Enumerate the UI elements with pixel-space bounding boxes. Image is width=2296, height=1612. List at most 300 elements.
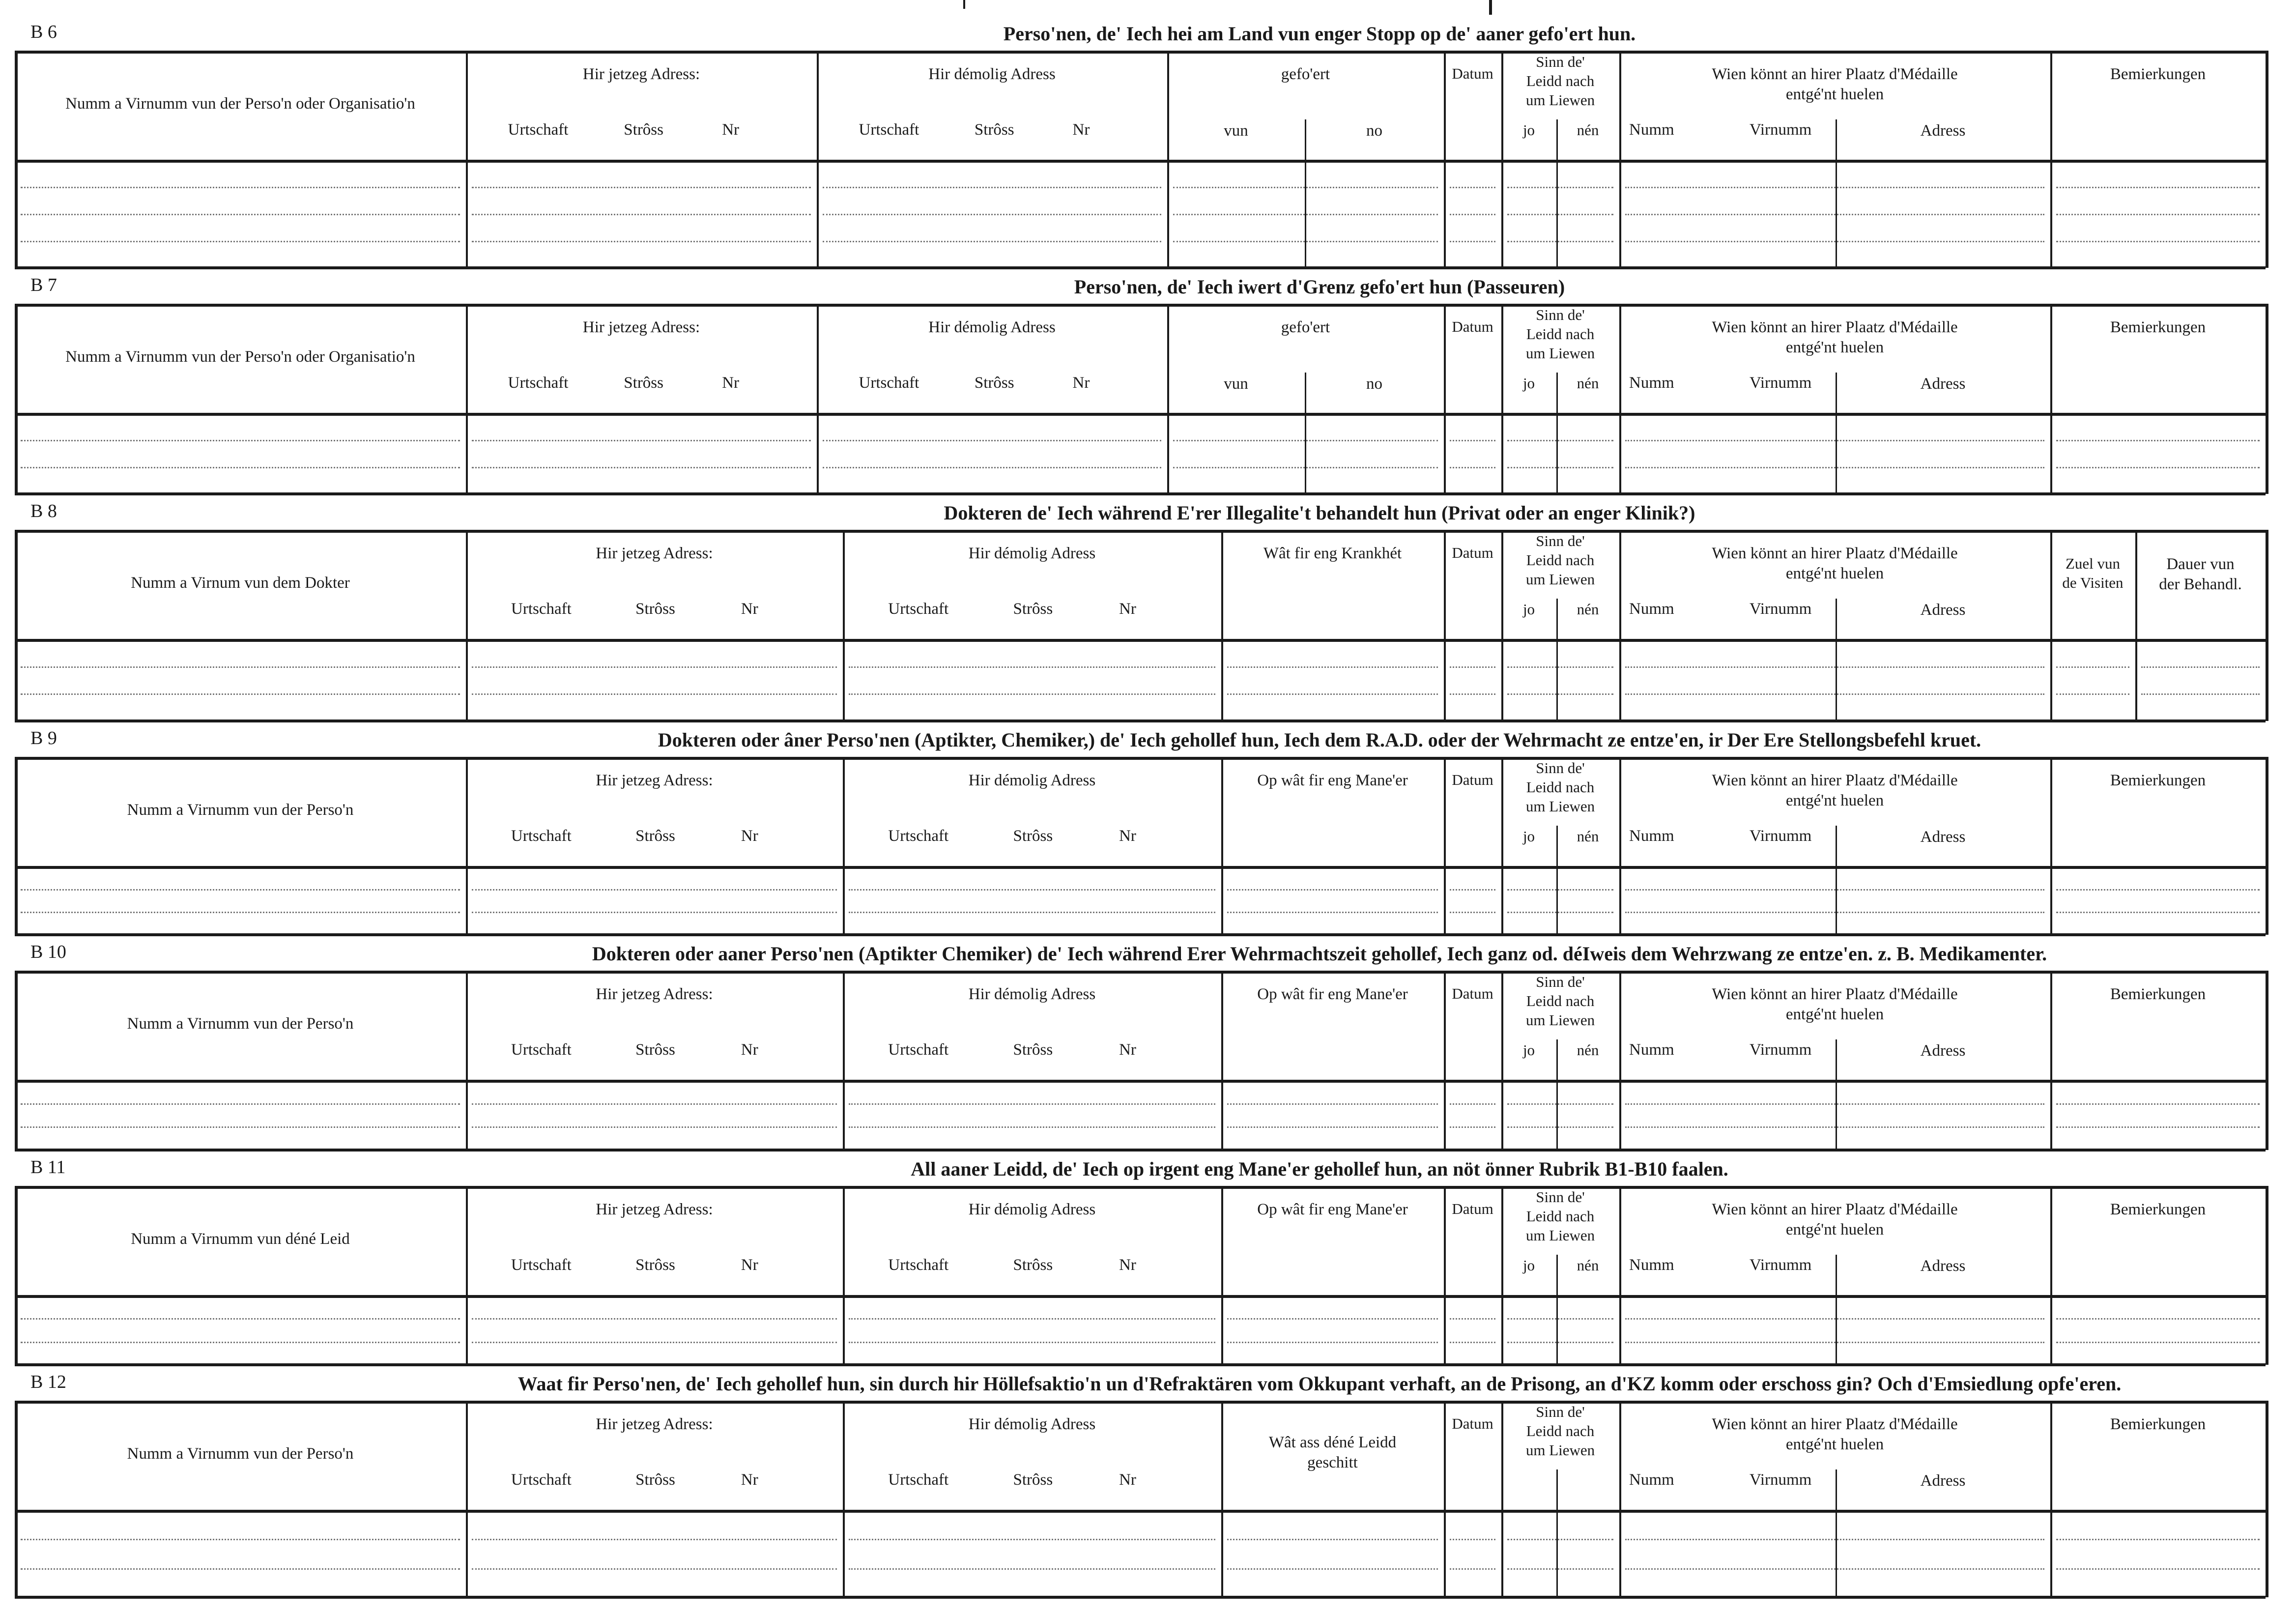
column-line: [15, 971, 18, 1150]
fill-in-line[interactable]: [21, 1126, 460, 1128]
fill-in-line[interactable]: [2056, 1318, 2260, 1320]
column-header-rule: [15, 1295, 2266, 1298]
fill-in-line[interactable]: [1227, 1318, 1438, 1320]
section-title-7: Perso'nen, de' Iech iwert d'Grenz gefo'ert hun (Passeuren): [1074, 276, 1565, 298]
fill-in-line[interactable]: [1507, 912, 1613, 913]
column-line: [15, 530, 18, 721]
section-label-8: B 8: [30, 501, 57, 521]
section-label-12: B 12: [30, 1372, 66, 1392]
fill-in-line[interactable]: [1227, 1126, 1438, 1128]
fill-in-line[interactable]: [1625, 693, 2044, 695]
fill-in-line[interactable]: [472, 1126, 837, 1128]
column-remarks: Bemierkungen: [2110, 1415, 2206, 1433]
sub-no: nén: [1577, 374, 1599, 392]
fill-in-line[interactable]: [2056, 187, 2260, 188]
fill-in-line[interactable]: [472, 1539, 837, 1540]
sub-place: Urtschaft: [888, 600, 949, 618]
fill-in-line[interactable]: [2056, 912, 2260, 913]
fill-in-line[interactable]: [2141, 693, 2260, 695]
fill-in-line[interactable]: [1625, 1342, 2044, 1343]
fill-in-line[interactable]: [21, 467, 460, 468]
fill-in-line[interactable]: [823, 440, 1161, 441]
column-current-address: Hir jetzeg Adress:: [582, 318, 700, 336]
column-header-rule: [15, 1080, 2266, 1083]
fill-in-line[interactable]: [2056, 1342, 2260, 1343]
fill-in-line[interactable]: [849, 1103, 1215, 1105]
column-alive: Sinn de' Leidd nach um Liewen: [1525, 973, 1595, 1029]
column-manner: Op wât fir eng Mane'er: [1257, 985, 1408, 1003]
column-header-rule: [15, 639, 2266, 642]
sub-number: Nr: [1119, 600, 1136, 618]
sub-no: nén: [1577, 121, 1599, 139]
top-tick: [963, 0, 965, 9]
fill-in-line[interactable]: [472, 1342, 837, 1343]
section-bottom-rule: [15, 1363, 2266, 1366]
column-what-happened: Wât ass déné Leidd geschitt: [1268, 1434, 1397, 1472]
column-alive: Sinn de' Leidd nach um Liewen: [1525, 306, 1595, 362]
sub-street: Strôss: [635, 1041, 675, 1059]
fill-in-line[interactable]: [2056, 666, 2129, 668]
fill-in-line[interactable]: [472, 693, 837, 695]
fill-in-line[interactable]: [1625, 1539, 2044, 1540]
fill-in-line[interactable]: [2056, 241, 2260, 242]
fill-in-line[interactable]: [849, 889, 1215, 891]
sub-number: Nr: [741, 1041, 758, 1059]
section-title-12: Waat fir Perso'nen, de' Iech gehollef hun, sin durch hir Höllefsaktio'n un d'Refraktären vom Okkupant verhaft, an de Prisong, an d'KZ komm oder erschoss gin? Och d'Emsiedlung opfe'eren.: [517, 1373, 2122, 1395]
section-title-11: All aaner Leidd, de' Iech op irgent eng Mane'er gehollef hun, an nöt önner Rubrik B1-B10 faalen.: [911, 1158, 1728, 1180]
column-duration: Dauer vun der Behandl.: [2159, 555, 2242, 594]
column-alive: Sinn de' Leidd nach um Liewen: [1525, 759, 1595, 815]
fill-in-line[interactable]: [21, 693, 460, 695]
fill-in-line[interactable]: [472, 666, 837, 668]
column-header-rule: [15, 413, 2266, 416]
fill-in-line[interactable]: [2056, 1126, 2260, 1128]
fill-in-line[interactable]: [2141, 666, 2260, 668]
fill-in-line[interactable]: [1450, 467, 1495, 468]
fill-in-line[interactable]: [1507, 1318, 1613, 1320]
fill-in-line[interactable]: [1227, 1342, 1438, 1343]
column-manner: Op wât fir eng Mane'er: [1257, 1201, 1408, 1218]
sub-address: Adress: [1920, 601, 1966, 619]
sub-firstname: Virnumm: [1750, 1471, 1812, 1489]
sub-street: Strôss: [1013, 827, 1053, 845]
sub-place: Urtschaft: [888, 1471, 949, 1489]
column-line: [15, 1401, 18, 1597]
fill-in-line[interactable]: [21, 1568, 460, 1570]
column-line: [15, 1186, 18, 1365]
sub-number: Nr: [722, 374, 740, 392]
fill-in-line[interactable]: [21, 1342, 460, 1343]
fill-in-line[interactable]: [1227, 1539, 1438, 1540]
fill-in-line[interactable]: [1227, 666, 1438, 668]
column-current-address: Hir jetzeg Adress:: [596, 985, 713, 1003]
column-alive: Sinn de' Leidd nach um Liewen: [1525, 1188, 1595, 1244]
column-current-address: Hir jetzeg Adress:: [582, 65, 700, 83]
fill-in-line[interactable]: [21, 440, 460, 441]
column-date: Datum: [1452, 544, 1493, 561]
column-line: [2266, 1186, 2268, 1365]
sub-no: nén: [1577, 1257, 1599, 1274]
section-header-rule: [15, 530, 2266, 533]
sub-yes: jo: [1522, 121, 1535, 139]
fill-in-line[interactable]: [2056, 889, 2260, 891]
fill-in-line[interactable]: [472, 467, 811, 468]
sub-street: Strôss: [1013, 600, 1053, 618]
sub-number: Nr: [1119, 1041, 1136, 1059]
sub-number: Nr: [1119, 1256, 1136, 1274]
fill-in-line[interactable]: [472, 214, 811, 215]
column-remarks: Bemierkungen: [2110, 1201, 2206, 1218]
fill-in-line[interactable]: [1227, 889, 1438, 891]
fill-in-line[interactable]: [1173, 241, 1438, 242]
fill-in-line[interactable]: [472, 440, 811, 441]
fill-in-line[interactable]: [1507, 1539, 1613, 1540]
fill-in-line[interactable]: [1173, 187, 1438, 188]
column-line: [2266, 971, 2268, 1150]
column-medal: Wien könnt an hirer Plaatz d'Médaille entgé'nt huelen: [1712, 545, 1958, 583]
sub-surname: Numm: [1629, 600, 1674, 618]
fill-in-line[interactable]: [1227, 693, 1438, 695]
sub-from: vun: [1224, 375, 1248, 393]
sub-number: Nr: [741, 827, 758, 845]
column-name: Numm a Virnumm vun der Perso'n oder Organisatio'n: [65, 348, 415, 366]
sub-number: Nr: [1119, 1471, 1136, 1489]
sub-firstname: Virnumm: [1750, 121, 1812, 139]
column-former-address: Hir démolig Adress: [968, 1201, 1096, 1218]
fill-in-line[interactable]: [849, 1126, 1215, 1128]
column-medal: Wien könnt an hirer Plaatz d'Médaille entgé'nt huelen: [1712, 1415, 1958, 1454]
fill-in-line[interactable]: [1507, 241, 1613, 242]
column-current-address: Hir jetzeg Adress:: [596, 772, 713, 789]
sub-yes: jo: [1522, 1257, 1535, 1274]
column-date: Datum: [1452, 65, 1493, 82]
section-label-6: B 6: [30, 22, 57, 42]
fill-in-line[interactable]: [823, 187, 1161, 188]
section-bottom-rule: [15, 1596, 2266, 1599]
sub-place: Urtschaft: [888, 827, 949, 845]
sub-street: Strôss: [1013, 1041, 1053, 1059]
column-header-rule: [15, 1510, 2266, 1513]
column-name: Numm a Virnumm vun der Perso'n oder Organisatio'n: [65, 95, 415, 113]
sub-place: Urtschaft: [859, 374, 919, 392]
column-alive: Sinn de' Leidd nach um Liewen: [1525, 1403, 1595, 1459]
fill-in-line[interactable]: [472, 1103, 837, 1105]
sub-number: Nr: [741, 600, 758, 618]
column-header-rule: [15, 866, 2266, 869]
fill-in-line[interactable]: [21, 241, 460, 242]
fill-in-line[interactable]: [21, 889, 460, 891]
sub-place: Urtschaft: [511, 1471, 572, 1489]
sub-street: Strôss: [624, 374, 663, 392]
sub-address: Adress: [1920, 1042, 1966, 1060]
fill-in-line[interactable]: [1507, 1103, 1613, 1105]
fill-in-line[interactable]: [1507, 214, 1613, 215]
fill-in-line[interactable]: [1227, 1103, 1438, 1105]
column-line: [2266, 51, 2268, 268]
sub-place: Urtschaft: [511, 600, 572, 618]
fill-in-line[interactable]: [1227, 1568, 1438, 1570]
column-remarks: Bemierkungen: [2110, 772, 2206, 789]
sub-address: Adress: [1920, 1257, 1966, 1275]
sub-yes: jo: [1522, 374, 1535, 392]
fill-in-line[interactable]: [21, 1103, 460, 1105]
yes-no-divider: [1556, 119, 1558, 268]
fill-in-line[interactable]: [1625, 1568, 2044, 1570]
section-label-7: B 7: [30, 275, 57, 295]
sub-no: nén: [1577, 601, 1599, 618]
fill-in-line[interactable]: [1450, 440, 1495, 441]
fill-in-line[interactable]: [1507, 467, 1613, 468]
fill-in-line[interactable]: [1625, 666, 2044, 668]
fill-in-line[interactable]: [1625, 187, 2044, 188]
fill-in-line[interactable]: [472, 241, 811, 242]
sub-place: Urtschaft: [888, 1041, 949, 1059]
section-label-10: B 10: [30, 942, 66, 962]
section-header-rule: [15, 971, 2266, 974]
fill-in-line[interactable]: [849, 1342, 1215, 1343]
fill-in-line[interactable]: [21, 1318, 460, 1320]
column-line: [15, 51, 18, 268]
column-current-address: Hir jetzeg Adress:: [596, 1201, 713, 1218]
sub-number: Nr: [1119, 827, 1136, 845]
fill-in-line[interactable]: [1625, 241, 2044, 242]
fill-in-line[interactable]: [1625, 1318, 2044, 1320]
fill-in-line[interactable]: [1450, 187, 1495, 188]
fill-in-line[interactable]: [1450, 1103, 1495, 1105]
fill-in-line[interactable]: [21, 187, 460, 188]
sub-place: Urtschaft: [859, 121, 919, 139]
column-former-address: Hir démolig Adress: [928, 65, 1056, 83]
column-led: gefo'ert: [1281, 318, 1330, 336]
column-line: [15, 304, 18, 494]
fill-in-line[interactable]: [1507, 187, 1613, 188]
column-date: Datum: [1452, 985, 1493, 1002]
fill-in-line[interactable]: [1450, 889, 1495, 891]
sub-no: nén: [1577, 1041, 1599, 1059]
fill-in-line[interactable]: [1625, 440, 2044, 441]
column-name: Numm a Virnum vun dem Dokter: [131, 574, 350, 592]
sub-surname: Numm: [1629, 1256, 1674, 1274]
fill-in-line[interactable]: [849, 1568, 1215, 1570]
fill-in-line[interactable]: [1507, 693, 1613, 695]
fill-in-line[interactable]: [1450, 693, 1495, 695]
sub-surname: Numm: [1629, 121, 1674, 139]
fill-in-line[interactable]: [2056, 467, 2260, 468]
fill-in-line[interactable]: [823, 241, 1161, 242]
sub-yes: jo: [1522, 828, 1535, 845]
fill-in-line[interactable]: [1173, 440, 1438, 441]
sub-number: Nr: [741, 1256, 758, 1274]
fill-in-line[interactable]: [823, 214, 1161, 215]
column-name: Numm a Virnumm vun der Perso'n: [127, 1015, 354, 1033]
column-name: Numm a Virnumm vun der Perso'n: [127, 1445, 354, 1463]
column-current-address: Hir jetzeg Adress:: [596, 545, 713, 562]
sub-firstname: Virnumm: [1750, 1041, 1812, 1059]
column-line: [2266, 530, 2268, 721]
column-line: [2266, 757, 2268, 935]
sub-street: Strôss: [635, 1256, 675, 1274]
fill-in-line[interactable]: [849, 666, 1215, 668]
sub-street: Strôss: [1013, 1471, 1053, 1489]
section-header-rule: [15, 1401, 2266, 1404]
fill-in-line[interactable]: [2056, 1103, 2260, 1105]
column-illness: Wât fir eng Krankhét: [1263, 545, 1402, 562]
fill-in-line[interactable]: [1450, 1126, 1495, 1128]
sub-number: Nr: [1072, 121, 1090, 139]
sub-place: Urtschaft: [508, 121, 569, 139]
fill-in-line[interactable]: [1450, 1318, 1495, 1320]
column-line: [15, 757, 18, 935]
fill-in-line[interactable]: [21, 666, 460, 668]
fill-in-line[interactable]: [472, 889, 837, 891]
sub-place: Urtschaft: [888, 1256, 949, 1274]
sub-place: Urtschaft: [511, 1256, 572, 1274]
column-remarks: Bemierkungen: [2110, 318, 2206, 336]
sub-street: Strôss: [1013, 1256, 1053, 1274]
column-header-rule: [15, 160, 2266, 163]
sub-yes: jo: [1522, 1041, 1535, 1059]
sub-firstname: Virnumm: [1750, 1256, 1812, 1274]
section-bottom-rule: [15, 933, 2266, 936]
fill-in-line[interactable]: [472, 187, 811, 188]
sub-firstname: Virnumm: [1750, 600, 1812, 618]
fill-in-line[interactable]: [21, 214, 460, 215]
sub-address: Adress: [1920, 828, 1966, 846]
fill-in-line[interactable]: [21, 912, 460, 913]
fill-in-line[interactable]: [2056, 1568, 2260, 1570]
fill-in-line[interactable]: [849, 693, 1215, 695]
fill-in-line[interactable]: [849, 912, 1215, 913]
column-line: [2266, 1401, 2268, 1597]
section-title-10: Dokteren oder aaner Perso'nen (Aptikter Chemiker) de' Iech während Erer Wehrmachtszeit gehollef, Iech ganz od. déIweis dem Wehrzwang ze entze'en. z. B. Medikamenter.: [592, 943, 2047, 965]
column-date: Datum: [1452, 318, 1493, 335]
sub-surname: Numm: [1629, 1471, 1674, 1489]
fill-in-line[interactable]: [849, 1318, 1215, 1320]
sub-number: Nr: [741, 1471, 758, 1489]
sub-place: Urtschaft: [511, 1041, 572, 1059]
fill-in-line[interactable]: [2056, 693, 2129, 695]
column-manner: Op wât fir eng Mane'er: [1257, 772, 1408, 789]
column-remarks: Bemierkungen: [2110, 65, 2206, 83]
top-tick: [1489, 0, 1492, 15]
column-former-address: Hir démolig Adress: [968, 545, 1096, 562]
fill-in-line[interactable]: [1173, 214, 1438, 215]
fill-in-line[interactable]: [1507, 889, 1613, 891]
fill-in-line[interactable]: [2056, 1539, 2260, 1540]
column-visits: Zuel vun de Visiten: [2062, 555, 2124, 591]
sub-street: Strôss: [974, 374, 1014, 392]
fill-in-line[interactable]: [1450, 1568, 1495, 1570]
fill-in-line[interactable]: [1507, 1342, 1613, 1343]
column-alive: Sinn de' Leidd nach um Liewen: [1525, 53, 1595, 109]
sub-no: nén: [1577, 828, 1599, 845]
sub-to: no: [1366, 375, 1382, 393]
column-name: Numm a Virnumm vun der Perso'n: [127, 801, 354, 819]
section-title-8: Dokteren de' Iech während E'rer Illegalite't behandelt hun (Privat oder an enger Klinik?): [944, 502, 1695, 524]
section-label-11: B 11: [30, 1157, 66, 1178]
column-former-address: Hir démolig Adress: [968, 772, 1096, 789]
fill-in-line[interactable]: [1625, 912, 2044, 913]
fill-in-line[interactable]: [1450, 1539, 1495, 1540]
fill-in-line[interactable]: [1173, 467, 1438, 468]
sub-surname: Numm: [1629, 1041, 1674, 1059]
fill-in-line[interactable]: [1227, 912, 1438, 913]
sub-street: Strôss: [635, 1471, 675, 1489]
column-line: [2266, 304, 2268, 494]
medal-subdivider: [1836, 119, 1837, 268]
column-former-address: Hir démolig Adress: [968, 985, 1096, 1003]
section-bottom-rule: [15, 1149, 2266, 1151]
column-former-address: Hir démolig Adress: [968, 1415, 1096, 1433]
column-former-address: Hir démolig Adress: [928, 318, 1056, 336]
fill-in-line[interactable]: [472, 912, 837, 913]
sub-street: Strôss: [635, 827, 675, 845]
column-name: Numm a Virnumm vun déné Leid: [131, 1230, 350, 1248]
column-medal: Wien könnt an hirer Plaatz d'Médaille entgé'nt huelen: [1712, 772, 1958, 810]
fill-in-line[interactable]: [1625, 214, 2044, 215]
section-label-9: B 9: [30, 728, 57, 748]
led-subdivider: [1305, 119, 1306, 268]
sub-street: Strôss: [624, 121, 663, 139]
section-header-rule: [15, 51, 2266, 54]
fill-in-line[interactable]: [1625, 889, 2044, 891]
column-line: [1221, 1401, 1223, 1597]
sub-number: Nr: [722, 121, 740, 139]
fill-in-line[interactable]: [472, 1318, 837, 1320]
section-header-rule: [15, 304, 2266, 307]
fill-in-line[interactable]: [1625, 1103, 2044, 1105]
sub-address: Adress: [1920, 375, 1966, 393]
fill-in-line[interactable]: [1450, 241, 1495, 242]
sub-firstname: Virnumm: [1750, 827, 1812, 845]
fill-in-line[interactable]: [21, 1539, 460, 1540]
fill-in-line[interactable]: [1450, 1342, 1495, 1343]
section-title-9: Dokteren oder âner Perso'nen (Aptikter, Chemiker,) de' Iech gehollef hun, Iech dem R.A.D. oder der Wehrmacht ze entze'en, ir Der Ere Stellongsbefehl kruet.: [658, 729, 1981, 751]
fill-in-line[interactable]: [2056, 440, 2260, 441]
fill-in-line[interactable]: [849, 1539, 1215, 1540]
column-medal: Wien könnt an hirer Plaatz d'Médaille entgé'nt huelen: [1712, 318, 1958, 357]
fill-in-line[interactable]: [1625, 1126, 2044, 1128]
fill-in-line[interactable]: [1450, 214, 1495, 215]
column-medal: Wien könnt an hirer Plaatz d'Médaille entgé'nt huelen: [1712, 65, 1958, 104]
column-date: Datum: [1452, 771, 1493, 788]
column-current-address: Hir jetzeg Adress:: [596, 1415, 713, 1433]
fill-in-line[interactable]: [823, 467, 1161, 468]
section-header-rule: [15, 1186, 2266, 1189]
fill-in-line[interactable]: [2056, 214, 2260, 215]
fill-in-line[interactable]: [1507, 1126, 1613, 1128]
section-bottom-rule: [15, 720, 2266, 722]
section-bottom-rule: [15, 492, 2266, 495]
column-medal: Wien könnt an hirer Plaatz d'Médaille entgé'nt huelen: [1712, 985, 1958, 1024]
fill-in-line[interactable]: [1450, 666, 1495, 668]
fill-in-line[interactable]: [1507, 666, 1613, 668]
sub-address: Adress: [1920, 1472, 1966, 1490]
fill-in-line[interactable]: [1507, 1568, 1613, 1570]
sub-from: vun: [1224, 122, 1248, 140]
sub-surname: Numm: [1629, 374, 1674, 392]
fill-in-line[interactable]: [1507, 440, 1613, 441]
fill-in-line[interactable]: [1625, 467, 2044, 468]
sub-firstname: Virnumm: [1750, 374, 1812, 392]
fill-in-line[interactable]: [472, 1568, 837, 1570]
sub-to: no: [1366, 122, 1382, 140]
sub-yes: jo: [1522, 601, 1535, 618]
section-title-6: Perso'nen, de' Iech hei am Land vun enger Stopp op de' aaner gefo'ert hun.: [1003, 23, 1636, 45]
column-remarks: Bemierkungen: [2110, 985, 2206, 1003]
sub-street: Strôss: [974, 121, 1014, 139]
fill-in-line[interactable]: [1450, 912, 1495, 913]
